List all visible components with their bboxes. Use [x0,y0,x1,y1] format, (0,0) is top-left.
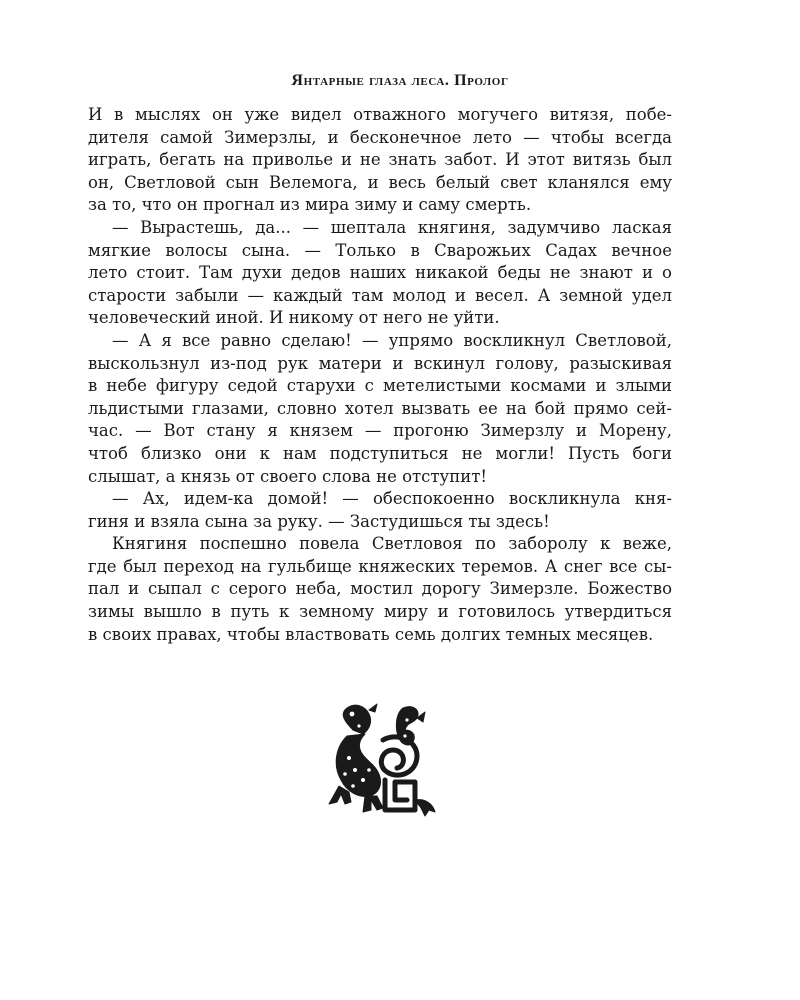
text-line: он, Светловой сын Велемога, и весь белый свет кланялся ему [88,172,672,192]
dragon-ornament-icon [325,700,440,820]
body-text [88,104,672,646]
text-line: И в мыслях он уже видел отважного могучего витязя, побе- [88,105,672,124]
text-line: играть, бегать на приволье и не знать забот. И этот витязь был [88,150,672,170]
text-line: за то, что он прогнал из мира зиму и саму смерть. [88,195,532,215]
text-line: — Вырастешь, да... — шептала княгиня, задумчиво лаская [112,217,672,237]
text-line: выскользнул из-под рук матери и вскинул голову, разыскивая [88,353,672,373]
running-title: Янтарные глаза леса. Пролог [291,72,509,89]
text-line: мягкие волосы сына. — Только в Сварожьих Садах вечное [88,240,672,260]
text-line: пал и сыпал с серого неба, мостил дорогу Зимерзле. Божество [88,579,672,599]
text-line: час. — Вот стану я князем — прогоню Зимерзлу и Морену, [88,421,672,441]
text-line: человеческий иной. И никому от него не уйти. [88,308,500,328]
text-line: чтоб близко они к нам подступиться не могли! Пусть боги [88,443,672,463]
text-line: гиня и взяла сына за руку. — Застудишься ты здесь! [88,511,550,531]
text-line: льдистыми глазами, словно хотел вызвать ее на бой прямо сей- [88,398,672,418]
text-line: — Ах, идем-ка домой! — обеспокоенно воскликнула кня- [112,489,672,509]
text-line: дителя самой Зимерзлы, и бесконечное лето — чтобы всегда [88,127,672,147]
text-line: старости забыли — каждый там молод и весел. А земной удел [88,285,672,305]
text-line: где был переход на гульбище княжеских теремов. А снег все сы- [88,556,672,576]
text-line: в своих правах, чтобы властвовать семь долгих темных месяцев. [88,624,654,644]
text-line: Княгиня поспешно повела Светловоя по заборолу к веже, [112,534,672,554]
text-line: в небе фигуру седой старухи с метелистыми космами и злыми [88,376,672,396]
text-line: зимы вышло в путь к земному миру и готовилось утвердиться [88,602,672,622]
text-line: — А я все равно сделаю! — упрямо воскликнул Светловой, [112,330,672,350]
text-line: лето стоит. Там духи дедов наших никакой беды не знают и о [88,263,672,283]
text-line: слышат, а князь от своего слова не отступит! [88,466,487,486]
